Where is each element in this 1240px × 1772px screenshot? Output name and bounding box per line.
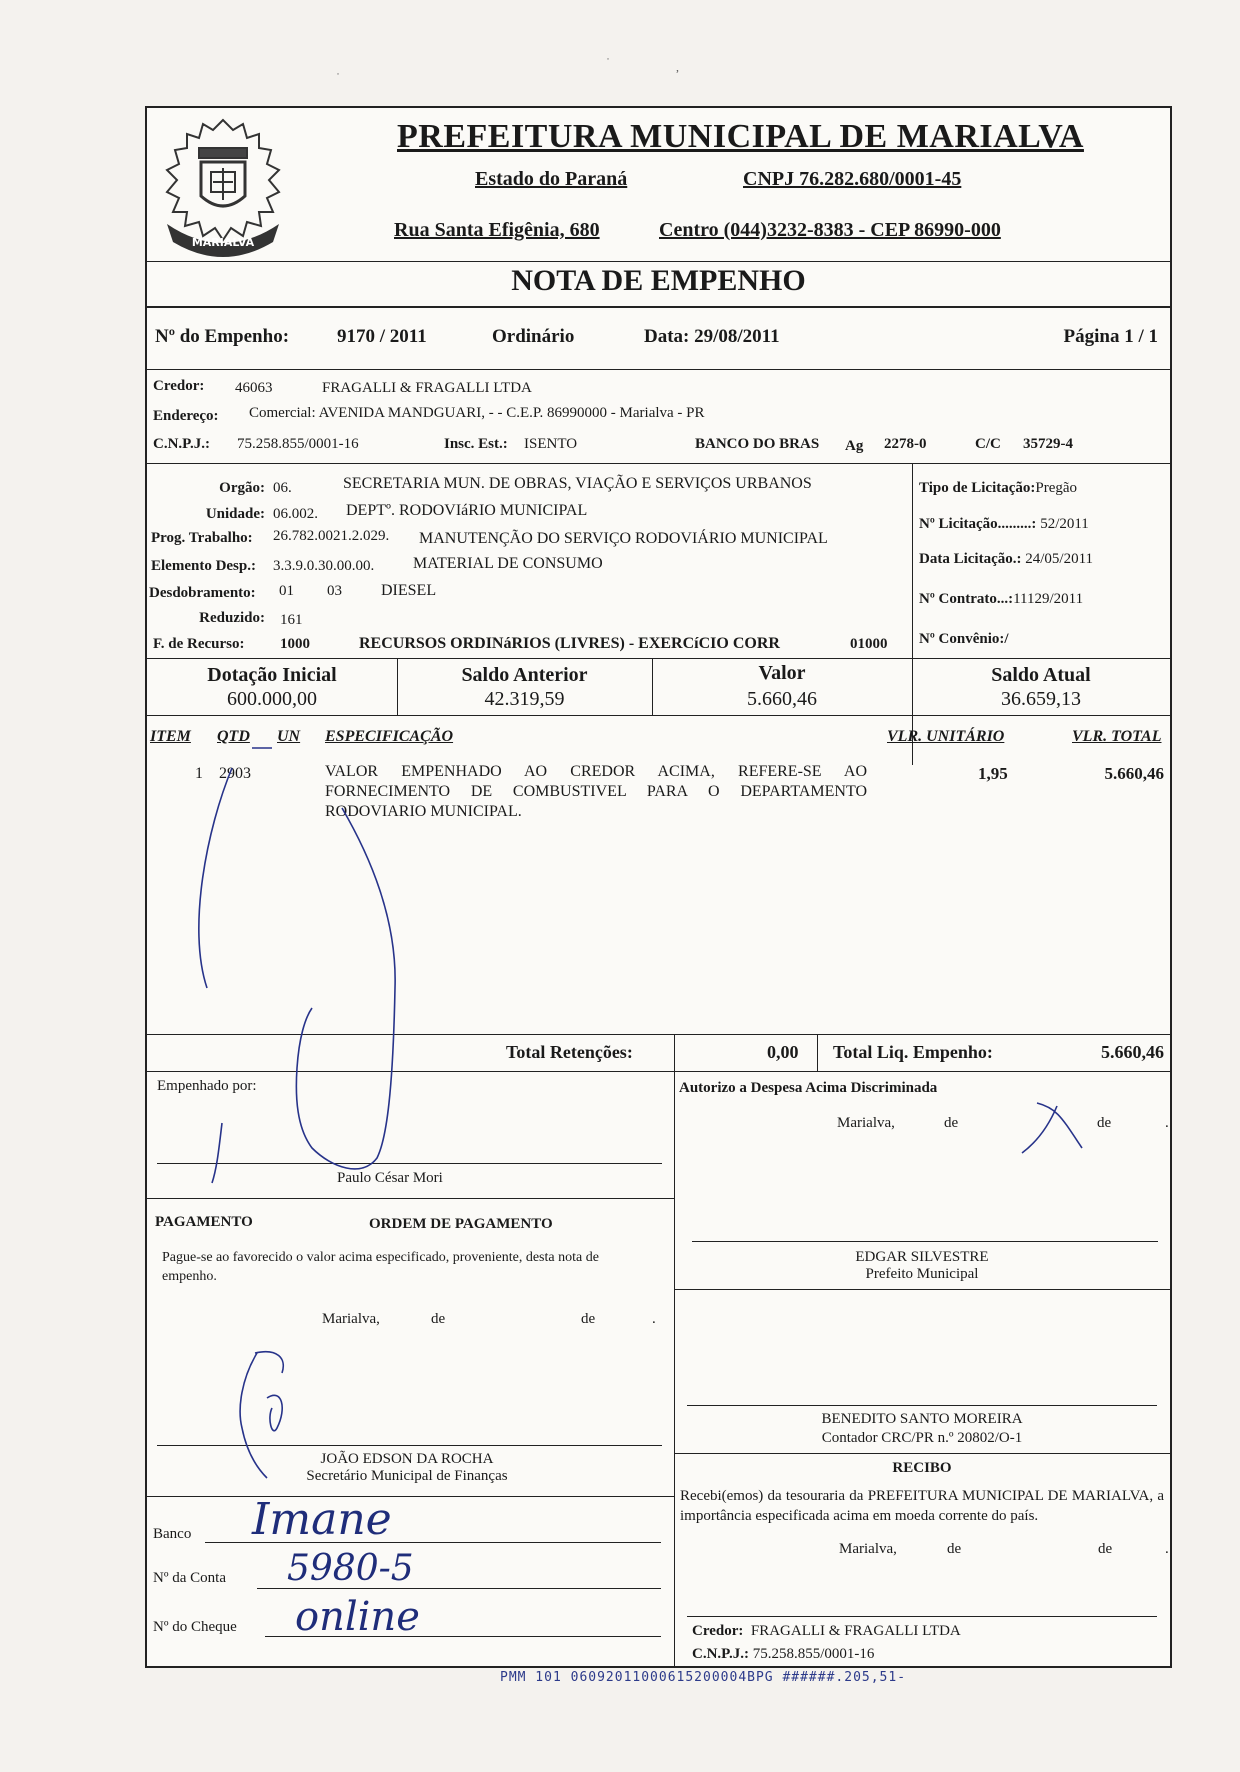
empenhado-name: Paulo César Mori bbox=[337, 1170, 443, 1186]
address-label: Endereço: bbox=[153, 408, 219, 424]
credor-name: FRAGALLI & FRAGALLI LTDA bbox=[322, 380, 532, 396]
insc-label: Insc. Est.: bbox=[444, 436, 508, 452]
recibo-cnpj: C.N.P.J.: 75.258.855/0001-16 bbox=[692, 1646, 875, 1662]
secretario-role: Secretário Municipal de Finanças bbox=[306, 1468, 508, 1484]
recurso-number: 01000 bbox=[850, 636, 888, 652]
credor-cnpj: 75.258.855/0001-16 bbox=[237, 436, 359, 452]
empenho-number-label: Nº do Empenho: bbox=[155, 326, 290, 347]
cnpj-label: C.N.P.J.: bbox=[153, 436, 210, 452]
saldo-atual-label: Saldo Atual bbox=[991, 664, 1091, 686]
dotacao-inicial-label: Dotação Inicial bbox=[207, 664, 337, 686]
recibo-place: Marialva, bbox=[839, 1541, 897, 1557]
scan-mark: ˙ bbox=[336, 70, 340, 84]
tipo-licitacao: Tipo de Licitação:Pregão bbox=[919, 480, 1078, 496]
page-number: Página 1 / 1 bbox=[1063, 326, 1158, 347]
prog-code: 26.782.0021.2.029. bbox=[273, 528, 390, 544]
header-state: Estado do Paraná bbox=[475, 168, 628, 190]
desdobramento-b: 03 bbox=[327, 583, 342, 599]
orgao-code: 06. bbox=[273, 480, 292, 496]
retencoes-value: 0,00 bbox=[767, 1042, 799, 1062]
empenhado-label: Empenhado por: bbox=[157, 1078, 257, 1094]
autorizo-place: Marialva, bbox=[837, 1115, 895, 1131]
header-cnpj: CNPJ 76.282.680/0001-45 bbox=[743, 168, 962, 190]
item-vlr-total: 5.660,46 bbox=[1104, 764, 1164, 783]
bank-name: BANCO DO BRAS bbox=[695, 436, 820, 452]
total-liquido-value: 5.660,46 bbox=[1101, 1042, 1164, 1062]
banco-label: Banco bbox=[153, 1526, 192, 1542]
elemento-code: 3.3.9.0.30.00.00. bbox=[273, 558, 375, 574]
prog-label: Prog. Trabalho: bbox=[151, 530, 253, 546]
item-especificacao: VALOR EMPENHADO AO CREDOR ACIMA, REFERE-SE AO FORNECIMENTO DE COMBUSTIVEL PARA O DEPARTAMENTO RODOVIARIO MUNICIPAL. bbox=[325, 763, 867, 820]
desdobramento-name: DIESEL bbox=[381, 582, 437, 599]
data-licitacao: Data Licitação.: 24/05/2011 bbox=[919, 551, 1094, 567]
col-vlr-total: VLR. TOTAL bbox=[1072, 728, 1162, 745]
header-address: Rua Santa Efigênia, 680 bbox=[394, 219, 600, 241]
numero-licitacao: Nº Licitação.........: 52/2011 bbox=[919, 516, 1089, 532]
credor-code: 46063 bbox=[235, 380, 273, 396]
credor-label: Credor: bbox=[153, 378, 205, 394]
pagamento-de1: de bbox=[431, 1311, 446, 1327]
col-especificacao: ESPECIFICAÇÃO bbox=[325, 728, 454, 745]
pagamento-de2: de bbox=[581, 1311, 596, 1327]
autorizo-de2: de bbox=[1097, 1115, 1112, 1131]
saldo-anterior-value: 42.319,59 bbox=[484, 688, 565, 710]
retencoes-label: Total Retenções: bbox=[506, 1042, 633, 1062]
recurso-code: 1000 bbox=[280, 636, 310, 652]
nota-de-empenho-form bbox=[145, 106, 1172, 1668]
contador-role: Contador CRC/PR n.º 20802/O-1 bbox=[821, 1430, 1023, 1446]
recibo-de2: de bbox=[1098, 1541, 1113, 1557]
credor-address: Comercial: AVENIDA MANDGUARI, - - C.E.P. 86990000 - Marialva - PR bbox=[249, 405, 705, 421]
desdobramento-label: Desdobramento: bbox=[149, 585, 256, 601]
recibo-text: Recebi(emos) da tesouraria da PREFEITURA MUNICIPAL DE MARIALVA, a importância especificada acima em moeda corrente do país. bbox=[680, 1488, 1164, 1524]
reduzido-label: Reduzido: bbox=[199, 610, 265, 626]
empenho-type: Ordinário bbox=[492, 326, 575, 347]
valor-value: 5.660,46 bbox=[747, 688, 817, 710]
document-title: NOTA DE EMPENHO bbox=[511, 264, 806, 297]
orgao-name: SECRETARIA MUN. DE OBRAS, VIAÇÃO E SERVIÇOS URBANOS bbox=[343, 475, 812, 492]
recibo-dot: . bbox=[1165, 1541, 1169, 1557]
agency-value: 2278-0 bbox=[884, 436, 927, 452]
reduzido-value: 161 bbox=[280, 612, 303, 628]
pagamento-dot: . bbox=[652, 1311, 656, 1327]
prog-name: MANUTENÇÃO DO SERVIÇO RODOVIÁRIO MUNICIPAL bbox=[419, 530, 828, 547]
conta-handwritten: 5980-5 bbox=[287, 1548, 414, 1589]
recurso-name: RECURSOS ORDINáRIOS (LIVRES) - EXERCíCIO CORR bbox=[359, 635, 780, 652]
agency-label: Ag bbox=[845, 438, 864, 454]
secretario-name: JOÃO EDSON DA ROCHA bbox=[320, 1451, 494, 1467]
orgao-label: Orgão: bbox=[219, 480, 265, 496]
item-qtd: 2903 bbox=[219, 765, 251, 782]
recibo-label: RECIBO bbox=[892, 1460, 952, 1476]
unidade-code: 06.002. bbox=[273, 506, 318, 522]
elemento-name: MATERIAL DE CONSUMO bbox=[413, 555, 603, 572]
total-liquido-label: Total Liq. Empenho: bbox=[833, 1042, 993, 1062]
recibo-credor: Credor: FRAGALLI & FRAGALLI LTDA bbox=[692, 1623, 961, 1639]
recurso-label: F. de Recurso: bbox=[153, 636, 245, 652]
insc-value: ISENTO bbox=[524, 436, 578, 452]
footer-code: PMM 101 06092011000615200004BPG ######.205,51- bbox=[500, 1670, 907, 1685]
conta-label: Nº da Conta bbox=[153, 1570, 226, 1586]
col-item: ITEM bbox=[150, 728, 191, 745]
item-number: 1 bbox=[195, 765, 203, 782]
header-contact: Centro (044)3232-8383 - CEP 86990-000 bbox=[659, 219, 1001, 241]
handwritten-strokes bbox=[147, 108, 1170, 1668]
pagamento-place: Marialva, bbox=[322, 1311, 380, 1327]
prefeito-role: Prefeito Municipal bbox=[865, 1266, 979, 1282]
empenho-date: Data: 29/08/2011 bbox=[644, 326, 780, 347]
unidade-label: Unidade: bbox=[205, 506, 265, 522]
prefeito-name: EDGAR SILVESTRE bbox=[855, 1249, 989, 1265]
saldo-anterior-label: Saldo Anterior bbox=[461, 664, 588, 686]
col-vlr-unitario: VLR. UNITÁRIO bbox=[887, 728, 1005, 745]
cheque-label: Nº do Cheque bbox=[153, 1619, 237, 1635]
recibo-de1: de bbox=[947, 1541, 962, 1557]
unidade-name: DEPTº. RODOVIáRIO MUNICIPAL bbox=[346, 502, 588, 519]
desdobramento-a: 01 bbox=[279, 583, 294, 599]
valor-label: Valor bbox=[758, 662, 806, 684]
elemento-label: Elemento Desp.: bbox=[151, 558, 256, 574]
account-value: 35729-4 bbox=[1023, 436, 1073, 452]
header-title: PREFEITURA MUNICIPAL DE MARIALVA bbox=[397, 118, 1084, 155]
dotacao-inicial-value: 600.000,00 bbox=[227, 688, 317, 710]
item-vlr-unitario: 1,95 bbox=[978, 764, 1008, 783]
svg-text:MARIALVA: MARIALVA bbox=[191, 236, 255, 249]
numero-contrato: Nº Contrato...:11129/2011 bbox=[919, 591, 1084, 607]
scan-mark: ˙ bbox=[606, 55, 610, 69]
numero-convenio: Nº Convênio:/ bbox=[919, 631, 1009, 647]
pagamento-text: Pague-se ao favorecido o valor acima especificado, proveniente, desta nota de empenho. bbox=[162, 1250, 599, 1284]
autorizo-dot: . bbox=[1165, 1115, 1169, 1131]
empenho-number: 9170 / 2011 bbox=[337, 326, 427, 347]
contador-name: BENEDITO SANTO MOREIRA bbox=[821, 1411, 1023, 1427]
account-label: C/C bbox=[975, 436, 1001, 452]
saldo-atual-value: 36.659,13 bbox=[1001, 688, 1081, 710]
autorizo-de1: de bbox=[944, 1115, 959, 1131]
banco-handwritten: Imane bbox=[252, 1494, 392, 1545]
col-qtd: QTD bbox=[217, 728, 250, 745]
col-un: UN bbox=[277, 728, 301, 745]
pagamento-label: PAGAMENTO bbox=[155, 1214, 253, 1230]
scan-mark: , bbox=[676, 60, 679, 74]
ordem-pagamento-label: ORDEM DE PAGAMENTO bbox=[369, 1216, 553, 1232]
cheque-handwritten: online bbox=[295, 1594, 420, 1640]
autorizo-label: Autorizo a Despesa Acima Discriminada bbox=[679, 1080, 938, 1096]
